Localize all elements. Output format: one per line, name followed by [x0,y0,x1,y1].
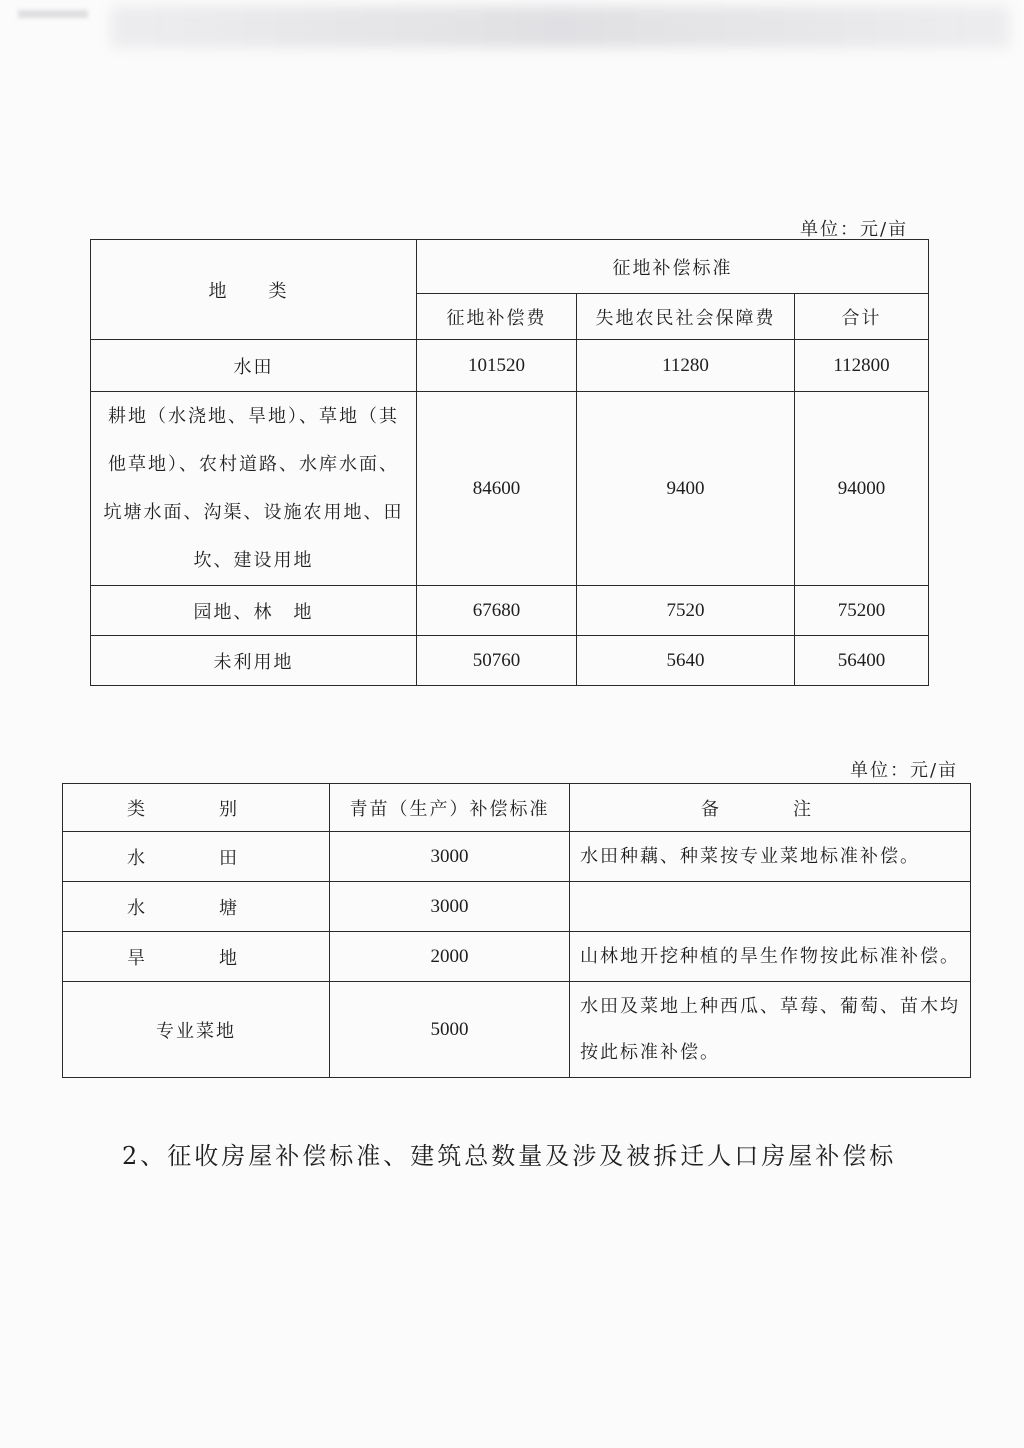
security-cell: 11280 [577,340,795,392]
remark-cell: 水田种藕、种菜按专业菜地标准补偿。 [570,832,971,882]
standard-cell: 3000 [330,832,570,882]
land-type-cell: 水田 [91,340,417,392]
total-cell: 56400 [795,636,929,686]
remark-cell [570,882,971,932]
remark-cell: 山林地开挖种植的旱生作物按此标准补偿。 [570,932,971,982]
header-total: 合计 [795,294,929,340]
category-cell: 水 塘 [63,882,330,932]
header-category: 类 别 [63,784,330,832]
standard-cell: 5000 [330,982,570,1078]
scan-mark [18,10,88,18]
fee-cell: 50760 [417,636,577,686]
category-cell: 旱 地 [63,932,330,982]
remark-cell: 水田及菜地上种西瓜、草莓、葡萄、苗木均按此标准补偿。 [570,982,971,1078]
table-row [91,636,929,686]
total-cell: 75200 [795,586,929,636]
total-cell: 94000 [795,392,929,586]
table-row [63,982,971,1078]
land-type-cell: 未利用地 [91,636,417,686]
table-row [91,340,929,392]
total-cell: 112800 [795,340,929,392]
security-cell: 9400 [577,392,795,586]
table-row [63,832,971,882]
header-crop-standard: 青苗（生产）补偿标准 [330,784,570,832]
header-acquisition-fee: 征地补偿费 [417,294,577,340]
scan-shadow [110,6,1010,48]
security-cell: 7520 [577,586,795,636]
table-row [63,882,971,932]
fee-cell: 67680 [417,586,577,636]
crop-compensation-table [62,783,971,1078]
standard-cell: 3000 [330,882,570,932]
table2-unit: 单位：元/亩 [850,760,959,781]
header-compensation-standard: 征地补偿标准 [417,240,929,294]
security-cell: 5640 [577,636,795,686]
fee-cell: 84600 [417,392,577,586]
table1-unit: 单位：元/亩 [800,219,909,240]
land-compensation-table [90,239,929,686]
section-heading: 2、征收房屋补偿标准、建筑总数量及涉及被拆迁人口房屋补偿标 [122,1142,897,1170]
land-type-cell: 园地、林 地 [91,586,417,636]
category-cell: 专业菜地 [63,982,330,1078]
table-row [63,932,971,982]
table-row [91,586,929,636]
table-row [91,392,929,586]
header-land-type: 地 类 [91,240,417,340]
standard-cell: 2000 [330,932,570,982]
header-remark: 备 注 [570,784,971,832]
category-cell: 水 田 [63,832,330,882]
fee-cell: 101520 [417,340,577,392]
header-social-security-fee: 失地农民社会保障费 [577,294,795,340]
land-type-cell: 耕地（水浇地、旱地）、草地（其他草地）、农村道路、水库水面、坑塘水面、沟渠、设施农用地、田坎、建设用地 [91,392,417,586]
